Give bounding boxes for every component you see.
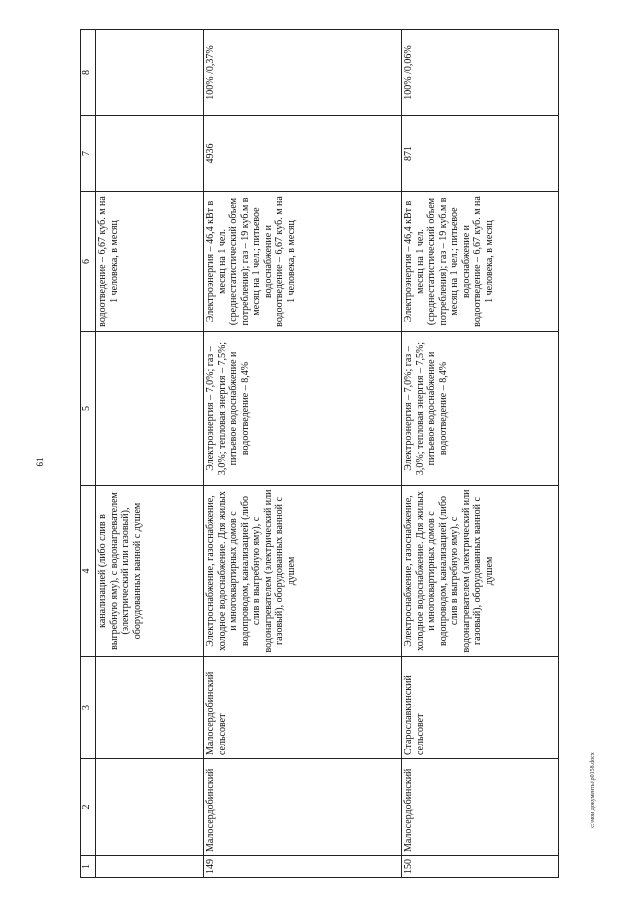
cell-percent: 100% /0,06% <box>402 30 559 116</box>
page-number: 61 <box>35 457 45 467</box>
header-row <box>81 30 96 878</box>
col-header-3: 3 <box>81 657 96 759</box>
cell-norms: водоотведение – 6,67 куб. м на 1 человека, в месяц <box>96 192 204 332</box>
cell-council: Малосердобинский сельсовет <box>204 657 402 759</box>
cell-district: Малосердобинский <box>402 759 559 856</box>
cell-rates <box>96 332 204 486</box>
tariff-table <box>80 29 559 878</box>
col-header-6: 6 <box>81 192 96 332</box>
cell-district <box>96 759 204 856</box>
cell-percent: 100% /0,37% <box>204 30 402 116</box>
cell-council: Старославкинский сельсовет <box>402 657 559 759</box>
col-header-8: 8 <box>81 30 96 116</box>
table-row <box>204 30 402 878</box>
rotated-table-wrapper <box>80 30 554 878</box>
cell-services: канализацией (либо слив в выгребную яму), с водонагревателем (электрический или газовый), оборудованных ванной с душем <box>96 486 204 657</box>
col-header-7: 7 <box>81 116 96 192</box>
col-header-4: 4 <box>81 486 96 657</box>
cell-num <box>96 856 204 878</box>
table-row <box>96 30 204 878</box>
cell-num: 150 <box>402 856 559 878</box>
cell-count: 4936 <box>204 116 402 192</box>
cell-services: Электроснабжение, газоснабжение, холодное водоснабжение. Для жилых и многоквартирных домов с водопроводом, канализацией (либо слив в выгребную яму), с водонагревателем (электрический или газовый), оборудованных ванной с душем <box>402 486 559 657</box>
cell-count: 871 <box>402 116 559 192</box>
cell-num: 149 <box>204 856 402 878</box>
cell-services: Электроснабжение, газоснабжение, холодное водоснабжение. Для жилых и многоквартирных домов с водопроводом, канализацией (либо слив в выгребную яму), с водонагревателем (электрический или газовый), оборудованных ванной с душем <box>204 486 402 657</box>
cell-rates: Электроэнергия – 7,0%; газ – 3,0%; тепловая энергия – 7,5%; питьевое водоснабжение и водоотведение – 8,4% <box>402 332 559 486</box>
cell-norms: Электроэнергия – 46,4 кВт в месяц на 1 чел. (среднестатистический объем потребления); газ – 19 куб.м в месяц на 1 чел.; питьевое водоснабжение и водоотведение – 6,67 куб. м на 1 человека, в месяц <box>204 192 402 332</box>
footer-file-path: c:\мои документы\р0158.docx <box>590 752 596 828</box>
col-header-5: 5 <box>81 332 96 486</box>
table-row <box>402 30 559 878</box>
cell-count <box>96 116 204 192</box>
cell-district: Малосердобинский <box>204 759 402 856</box>
cell-council <box>96 657 204 759</box>
col-header-2: 2 <box>81 759 96 856</box>
col-header-1: 1 <box>81 856 96 878</box>
cell-percent <box>96 30 204 116</box>
cell-rates: Электроэнергия – 7,0%; газ – 3,0%; тепловая энергия – 7,5%; питьевое водоснабжение и водоотведение – 8,4% <box>204 332 402 486</box>
cell-norms: Электроэнергия – 46,4 кВт в месяц на 1 чел. (среднестатистический объем потребления); газ – 19 куб.м в месяц на 1 чел.; питьевое водоснабжение и водоотведение – 6,67 куб. м на 1 человека, в месяц <box>402 192 559 332</box>
